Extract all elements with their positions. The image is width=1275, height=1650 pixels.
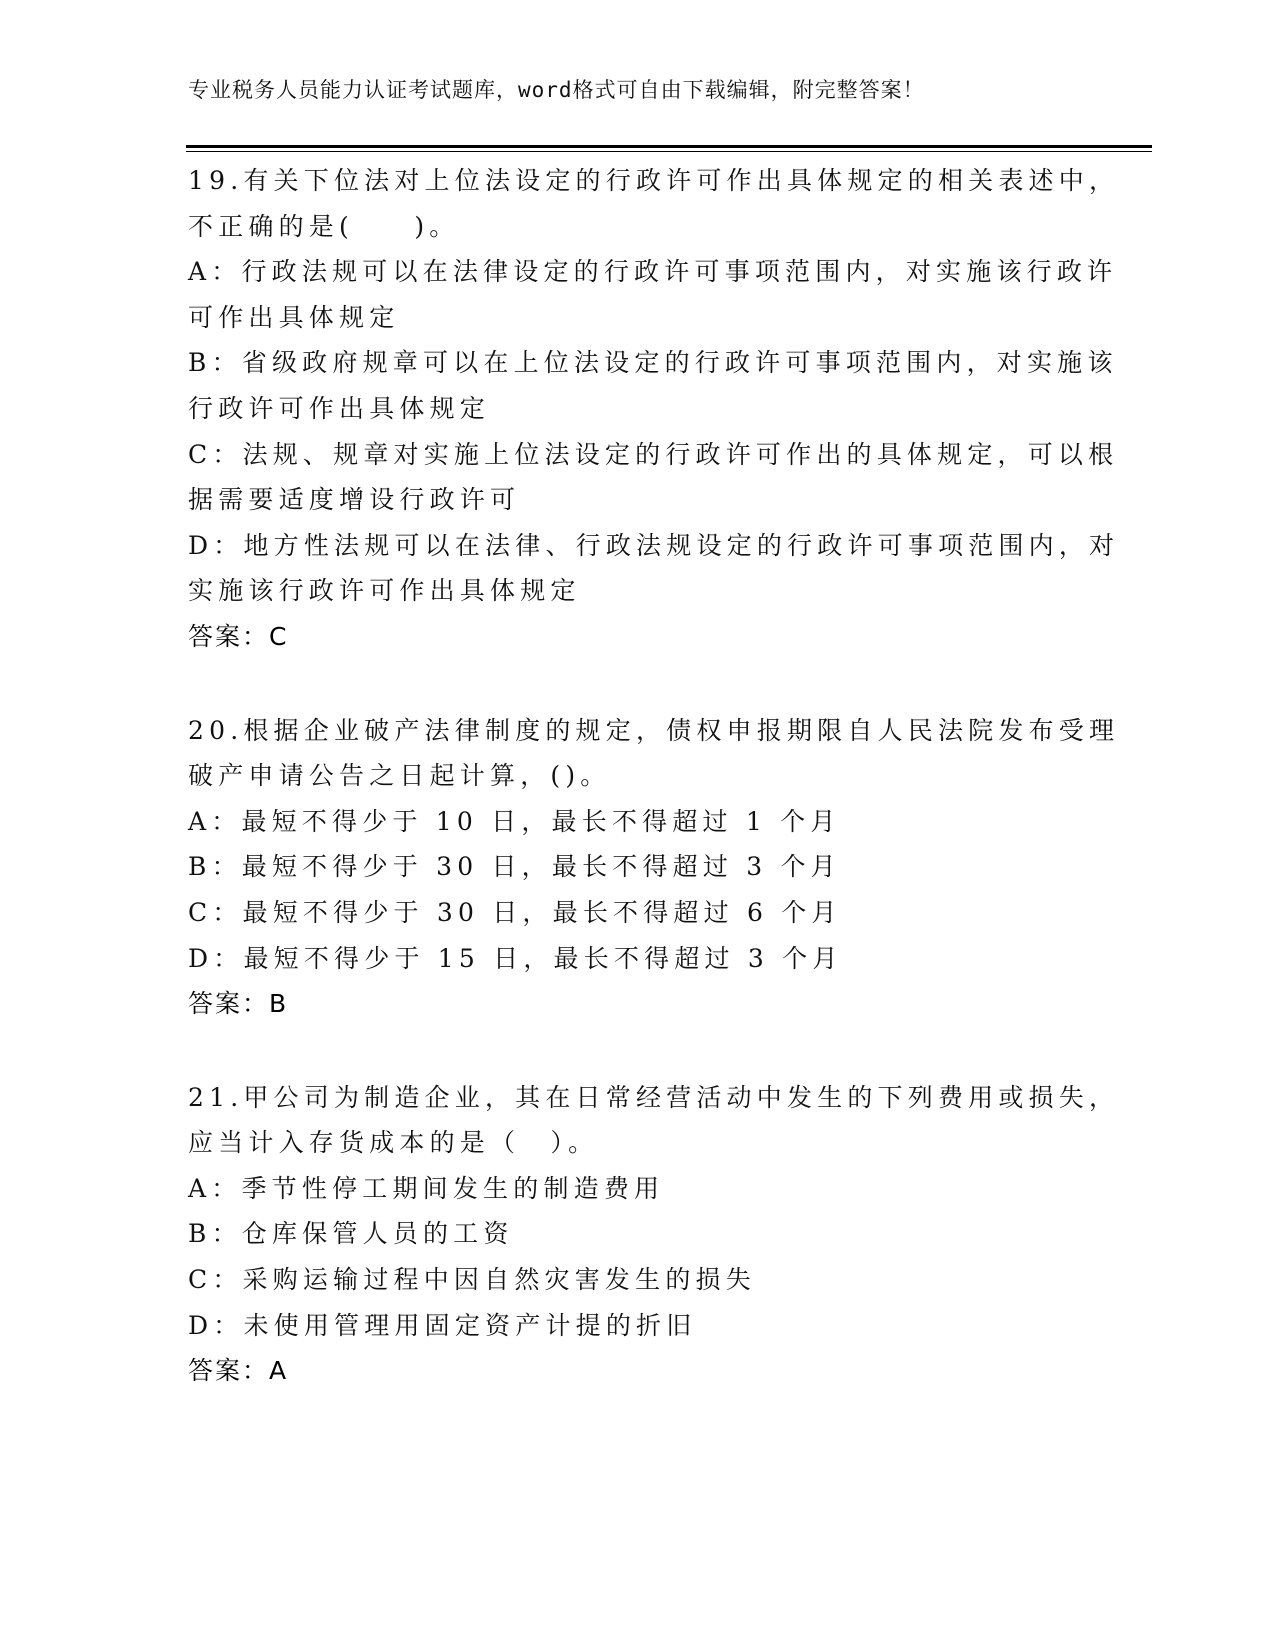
question-21-stem-line-2: 应当计入存货成本的是（ ）。 bbox=[188, 1128, 599, 1158]
question-21-option-c: C：采购运输过程中因自然灾害发生的损失 bbox=[188, 1265, 756, 1295]
question-20-stem-line-2: 破产申请公告之日起计算，()。 bbox=[188, 761, 611, 791]
question-20-answer: 答案：B bbox=[188, 989, 289, 1019]
page-header: 专业税务人员能力认证考试题库，word格式可自由下载编辑，附完整答案！ bbox=[188, 78, 925, 102]
question-19 bbox=[188, 158, 1120, 660]
question-20-option-d: D：最短不得少于 15 日，最长不得超过 3 个月 bbox=[188, 943, 843, 973]
question-19-answer: 答案：C bbox=[188, 621, 289, 651]
question-20-stem-line-1: 20.根据企业破产法律制度的规定，债权申报期限自人民法院发布受理 bbox=[188, 715, 1120, 745]
question-19-option-a-line-2: 可作出具体规定 bbox=[188, 302, 400, 332]
question-19-option-d-line-2: 实施该行政许可作出具体规定 bbox=[188, 576, 581, 606]
question-21-option-a: A：季节性停工期间发生的制造费用 bbox=[188, 1173, 665, 1203]
question-20-option-a: A：最短不得少于 10 日，最长不得超过 1 个月 bbox=[188, 806, 841, 836]
question-19-option-c-line-2: 据需要适度增设行政许可 bbox=[188, 485, 521, 515]
question-19-option-a-line-1: A：行政法规可以在法律设定的行政许可事项范围内，对实施该行政许 bbox=[188, 257, 1118, 287]
question-19-option-c-line-1: C：法规、规章对实施上位法设定的行政许可作出的具体规定，可以根 bbox=[188, 439, 1119, 469]
question-20-option-c: C：最短不得少于 30 日，最长不得超过 6 个月 bbox=[188, 897, 842, 927]
question-19-option-b-line-1: B：省级政府规章可以在上位法设定的行政许可事项范围内，对实施该 bbox=[188, 348, 1118, 378]
question-19-option-d-line-1: D：地方性法规可以在法律、行政法规设定的行政许可事项范围内，对 bbox=[188, 530, 1120, 560]
question-19-stem-line-2: 不正确的是( )。 bbox=[188, 211, 460, 241]
question-21-option-d: D：未使用管理用固定资产计提的折旧 bbox=[188, 1310, 697, 1340]
question-list bbox=[188, 158, 1120, 1442]
header-rule-thick bbox=[186, 145, 1152, 148]
header-rule-thin bbox=[186, 151, 1152, 152]
question-21 bbox=[188, 1075, 1120, 1394]
question-20-option-b: B：最短不得少于 30 日，最长不得超过 3 个月 bbox=[188, 852, 841, 882]
question-21-answer: 答案：A bbox=[188, 1356, 289, 1386]
question-19-option-b-line-2: 行政许可作出具体规定 bbox=[188, 393, 491, 423]
question-21-option-b: B：仓库保管人员的工资 bbox=[188, 1219, 514, 1249]
question-20 bbox=[188, 708, 1120, 1027]
question-21-stem-line-1: 21.甲公司为制造企业，其在日常经营活动中发生的下列费用或损失， bbox=[188, 1082, 1120, 1112]
question-19-stem-line-1: 19.有关下位法对上位法设定的行政许可作出具体规定的相关表述中， bbox=[188, 166, 1120, 195]
